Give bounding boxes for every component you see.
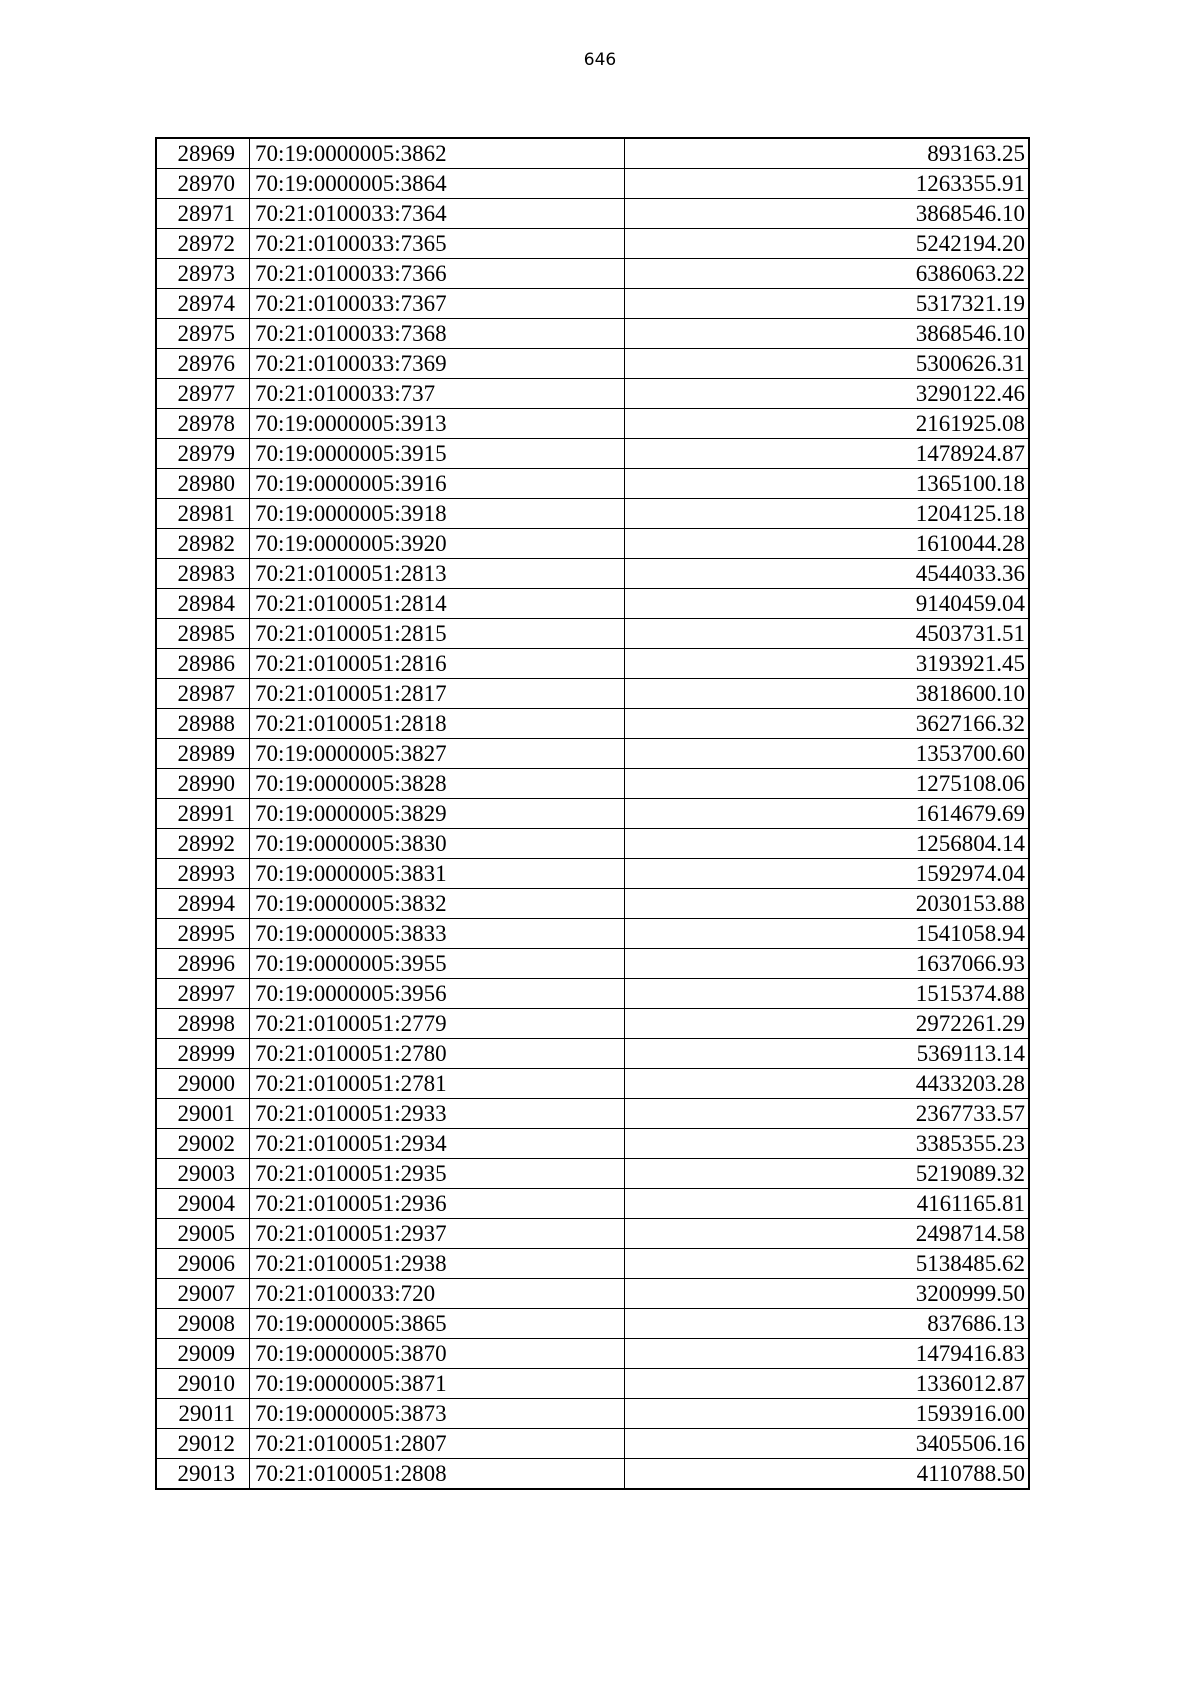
cadastral-number-cell: 70:19:0000005:3827 (250, 739, 625, 769)
cadastral-number-cell: 70:21:0100051:2816 (250, 649, 625, 679)
cadastral-value-cell: 3200999.50 (625, 1279, 1029, 1309)
cadastral-value-cell: 2972261.29 (625, 1009, 1029, 1039)
cadastral-number-cell: 70:21:0100033:7368 (250, 319, 625, 349)
row-number-cell: 29012 (157, 1429, 250, 1459)
cadastral-value-cell: 4503731.51 (625, 619, 1029, 649)
cadastral-value-cell: 3193921.45 (625, 649, 1029, 679)
cadastral-value-table (156, 138, 1029, 1489)
cadastral-value-cell: 3868546.10 (625, 199, 1029, 229)
cadastral-value-cell: 1336012.87 (625, 1369, 1029, 1399)
cadastral-value-cell: 4433203.28 (625, 1069, 1029, 1099)
table-row (157, 1009, 1029, 1039)
cadastral-number-cell: 70:19:0000005:3832 (250, 889, 625, 919)
row-number-cell: 29008 (157, 1309, 250, 1339)
cadastral-number-cell: 70:21:0100051:2808 (250, 1459, 625, 1489)
cadastral-value-cell: 3385355.23 (625, 1129, 1029, 1159)
cadastral-value-cell: 5300626.31 (625, 349, 1029, 379)
cadastral-value-cell: 1204125.18 (625, 499, 1029, 529)
table-row (157, 409, 1029, 439)
row-number-cell: 28985 (157, 619, 250, 649)
cadastral-number-cell: 70:21:0100033:7367 (250, 289, 625, 319)
cadastral-value-cell: 1593916.00 (625, 1399, 1029, 1429)
cadastral-number-cell: 70:21:0100051:2813 (250, 559, 625, 589)
cadastral-number-cell: 70:21:0100051:2935 (250, 1159, 625, 1189)
table-row (157, 649, 1029, 679)
cadastral-value-cell: 5242194.20 (625, 229, 1029, 259)
cadastral-number-cell: 70:21:0100033:737 (250, 379, 625, 409)
row-number-cell: 28976 (157, 349, 250, 379)
row-number-cell: 28980 (157, 469, 250, 499)
table-row (157, 619, 1029, 649)
table-row (157, 979, 1029, 1009)
row-number-cell: 28998 (157, 1009, 250, 1039)
table-row (157, 1129, 1029, 1159)
row-number-cell: 28979 (157, 439, 250, 469)
cadastral-value-cell: 3818600.10 (625, 679, 1029, 709)
row-number-cell: 28974 (157, 289, 250, 319)
table-row (157, 1219, 1029, 1249)
cadastral-number-cell: 70:19:0000005:3864 (250, 169, 625, 199)
cadastral-value-cell: 1541058.94 (625, 919, 1029, 949)
cadastral-value-cell: 3405506.16 (625, 1429, 1029, 1459)
table-row (157, 1189, 1029, 1219)
table-row (157, 949, 1029, 979)
row-number-cell: 29010 (157, 1369, 250, 1399)
table-row (157, 1459, 1029, 1489)
table-row (157, 919, 1029, 949)
row-number-cell: 28972 (157, 229, 250, 259)
cadastral-number-cell: 70:19:0000005:3828 (250, 769, 625, 799)
cadastral-number-cell: 70:21:0100051:2779 (250, 1009, 625, 1039)
table-row (157, 1069, 1029, 1099)
row-number-cell: 29011 (157, 1399, 250, 1429)
cadastral-number-cell: 70:19:0000005:3871 (250, 1369, 625, 1399)
cadastral-value-cell: 4161165.81 (625, 1189, 1029, 1219)
table-row (157, 379, 1029, 409)
row-number-cell: 29004 (157, 1189, 250, 1219)
row-number-cell: 28993 (157, 859, 250, 889)
row-number-cell: 29009 (157, 1339, 250, 1369)
table-row (157, 799, 1029, 829)
table-row (157, 169, 1029, 199)
cadastral-number-cell: 70:19:0000005:3833 (250, 919, 625, 949)
page-number: 646 (583, 50, 617, 70)
row-number-cell: 28995 (157, 919, 250, 949)
cadastral-value-cell: 5317321.19 (625, 289, 1029, 319)
row-number-cell: 28975 (157, 319, 250, 349)
cadastral-value-cell: 9140459.04 (625, 589, 1029, 619)
table-row (157, 1039, 1029, 1069)
row-number-cell: 28969 (157, 139, 250, 169)
table-row (157, 529, 1029, 559)
table-row (157, 1159, 1029, 1189)
row-number-cell: 29005 (157, 1219, 250, 1249)
cadastral-number-cell: 70:19:0000005:3830 (250, 829, 625, 859)
cadastral-value-cell: 6386063.22 (625, 259, 1029, 289)
row-number-cell: 28996 (157, 949, 250, 979)
cadastral-number-cell: 70:21:0100033:7364 (250, 199, 625, 229)
cadastral-number-cell: 70:21:0100033:7365 (250, 229, 625, 259)
cadastral-number-cell: 70:19:0000005:3913 (250, 409, 625, 439)
row-number-cell: 28992 (157, 829, 250, 859)
row-number-cell: 29003 (157, 1159, 250, 1189)
cadastral-number-cell: 70:19:0000005:3918 (250, 499, 625, 529)
row-number-cell: 28991 (157, 799, 250, 829)
cadastral-value-cell: 837686.13 (625, 1309, 1029, 1339)
cadastral-number-cell: 70:19:0000005:3955 (250, 949, 625, 979)
cadastral-number-cell: 70:19:0000005:3920 (250, 529, 625, 559)
row-number-cell: 28970 (157, 169, 250, 199)
cadastral-number-cell: 70:21:0100051:2815 (250, 619, 625, 649)
row-number-cell: 28990 (157, 769, 250, 799)
cadastral-value-cell: 2030153.88 (625, 889, 1029, 919)
cadastral-number-cell: 70:21:0100051:2807 (250, 1429, 625, 1459)
row-number-cell: 28978 (157, 409, 250, 439)
cadastral-value-cell: 4110788.50 (625, 1459, 1029, 1489)
cadastral-number-cell: 70:21:0100033:7366 (250, 259, 625, 289)
table-row (157, 859, 1029, 889)
cadastral-number-cell: 70:19:0000005:3829 (250, 799, 625, 829)
cadastral-number-cell: 70:19:0000005:3956 (250, 979, 625, 1009)
table-row (157, 439, 1029, 469)
table-row (157, 679, 1029, 709)
table-row (157, 229, 1029, 259)
cadastral-value-cell: 1637066.93 (625, 949, 1029, 979)
table-row (157, 769, 1029, 799)
cadastral-value-cell: 2498714.58 (625, 1219, 1029, 1249)
cadastral-value-cell: 1515374.88 (625, 979, 1029, 1009)
table-row (157, 469, 1029, 499)
cadastral-number-cell: 70:19:0000005:3915 (250, 439, 625, 469)
table-row (157, 589, 1029, 619)
cadastral-value-cell: 2367733.57 (625, 1099, 1029, 1129)
table-row (157, 1429, 1029, 1459)
table-row (157, 139, 1029, 169)
table-row (157, 1099, 1029, 1129)
row-number-cell: 29007 (157, 1279, 250, 1309)
cadastral-value-cell: 5369113.14 (625, 1039, 1029, 1069)
table-row (157, 289, 1029, 319)
cadastral-number-cell: 70:19:0000005:3831 (250, 859, 625, 889)
cadastral-number-cell: 70:21:0100051:2934 (250, 1129, 625, 1159)
table-row (157, 499, 1029, 529)
table-body (157, 139, 1029, 1489)
table-row (157, 349, 1029, 379)
table-row (157, 259, 1029, 289)
row-number-cell: 28989 (157, 739, 250, 769)
cadastral-value-cell: 3627166.32 (625, 709, 1029, 739)
table-row (157, 319, 1029, 349)
cadastral-number-cell: 70:19:0000005:3916 (250, 469, 625, 499)
table-row (157, 889, 1029, 919)
cadastral-number-cell: 70:19:0000005:3865 (250, 1309, 625, 1339)
cadastral-value-cell: 1614679.69 (625, 799, 1029, 829)
cadastral-value-cell: 2161925.08 (625, 409, 1029, 439)
row-number-cell: 29002 (157, 1129, 250, 1159)
row-number-cell: 28994 (157, 889, 250, 919)
cadastral-value-cell: 1365100.18 (625, 469, 1029, 499)
row-number-cell: 28988 (157, 709, 250, 739)
table-row (157, 1399, 1029, 1429)
cadastral-number-cell: 70:21:0100051:2933 (250, 1099, 625, 1129)
row-number-cell: 28977 (157, 379, 250, 409)
cadastral-number-cell: 70:19:0000005:3870 (250, 1339, 625, 1369)
cadastral-value-cell: 3290122.46 (625, 379, 1029, 409)
table-row (157, 739, 1029, 769)
table-row (157, 709, 1029, 739)
row-number-cell: 28982 (157, 529, 250, 559)
cadastral-value-cell: 1592974.04 (625, 859, 1029, 889)
cadastral-value-cell: 1256804.14 (625, 829, 1029, 859)
table-row (157, 1249, 1029, 1279)
cadastral-number-cell: 70:21:0100051:2937 (250, 1219, 625, 1249)
table-row (157, 1279, 1029, 1309)
cadastral-number-cell: 70:21:0100033:7369 (250, 349, 625, 379)
row-number-cell: 29001 (157, 1099, 250, 1129)
row-number-cell: 28999 (157, 1039, 250, 1069)
cadastral-number-cell: 70:21:0100051:2781 (250, 1069, 625, 1099)
row-number-cell: 28973 (157, 259, 250, 289)
cadastral-value-cell: 1479416.83 (625, 1339, 1029, 1369)
cadastral-value-cell: 1275108.06 (625, 769, 1029, 799)
table-row (157, 1369, 1029, 1399)
cadastral-number-cell: 70:21:0100051:2818 (250, 709, 625, 739)
cadastral-number-cell: 70:19:0000005:3862 (250, 139, 625, 169)
row-number-cell: 29000 (157, 1069, 250, 1099)
row-number-cell: 28983 (157, 559, 250, 589)
cadastral-value-cell: 1610044.28 (625, 529, 1029, 559)
row-number-cell: 28987 (157, 679, 250, 709)
cadastral-value-cell: 5219089.32 (625, 1159, 1029, 1189)
row-number-cell: 28997 (157, 979, 250, 1009)
cadastral-number-cell: 70:21:0100051:2817 (250, 679, 625, 709)
cadastral-number-cell: 70:19:0000005:3873 (250, 1399, 625, 1429)
cadastral-value-cell: 5138485.62 (625, 1249, 1029, 1279)
cadastral-value-cell: 1478924.87 (625, 439, 1029, 469)
table-row (157, 1309, 1029, 1339)
cadastral-value-cell: 893163.25 (625, 139, 1029, 169)
row-number-cell: 29013 (157, 1459, 250, 1489)
cadastral-value-cell: 4544033.36 (625, 559, 1029, 589)
table-row (157, 1339, 1029, 1369)
cadastral-number-cell: 70:21:0100033:720 (250, 1279, 625, 1309)
cadastral-value-cell: 1263355.91 (625, 169, 1029, 199)
cadastral-number-cell: 70:21:0100051:2938 (250, 1249, 625, 1279)
row-number-cell: 28984 (157, 589, 250, 619)
cadastral-value-cell: 1353700.60 (625, 739, 1029, 769)
cadastral-number-cell: 70:21:0100051:2936 (250, 1189, 625, 1219)
cadastral-number-cell: 70:21:0100051:2780 (250, 1039, 625, 1069)
row-number-cell: 28971 (157, 199, 250, 229)
cadastral-number-cell: 70:21:0100051:2814 (250, 589, 625, 619)
row-number-cell: 28981 (157, 499, 250, 529)
row-number-cell: 29006 (157, 1249, 250, 1279)
table-row (157, 829, 1029, 859)
cadastral-value-cell: 3868546.10 (625, 319, 1029, 349)
table-row (157, 559, 1029, 589)
table-row (157, 199, 1029, 229)
row-number-cell: 28986 (157, 649, 250, 679)
